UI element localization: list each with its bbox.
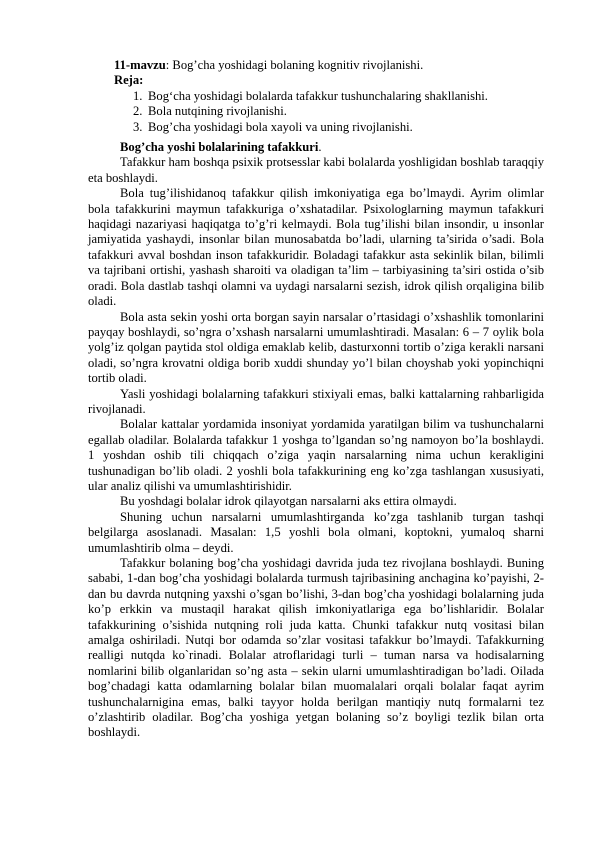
plan-item-number: 3.: [133, 119, 143, 134]
topic-label: 11-mavzu: [114, 58, 166, 72]
plan-label: [114, 73, 544, 88]
section-title: Bog’cha yoshi bolalarining tafakkuri: [120, 140, 319, 155]
paragraph: Bola asta sekin yoshi orta borgan sayin narsalar o’rtasidagi o’xshashlik tomonlarini payqay boshlaydi, so’ngra o’xshash narsalarni umumlashtiradi. Masalan: 6 – 7 oylik bola yolg’iz qolgan paytida stol oldiga emaklab kelib, dasturxonni tortib o’ziga kerakli narsani oladi, so’ngra krovatni oldiga borib xuddi shunday yo’l bilan choyshab yoki yopinchiqni tortib oladi.: [88, 309, 544, 386]
paragraph: Yasli yoshidagi bolalarning tafakkuri stixiyali emas, balki kattalarning rahbarligida rivojlanadi.: [88, 386, 544, 416]
topic-title: : Bog’cha yoshidagi bolaning kognitiv rivojlanishi.: [165, 58, 424, 72]
paragraph: Bu yoshdagi bolalar idrok qilayotgan narsalarni aks ettira olmaydi.: [120, 494, 457, 509]
section-heading: [120, 140, 544, 155]
plan-item-text: Bola nutqining rivojlanishi.: [148, 104, 287, 119]
plan-item-text: Bog’cha yoshidagi bola xayoli va uning rivojlanishi.: [148, 119, 413, 134]
paragraph: Bola tug’ilishidanoq tafakkur qilish imkoniyatiga ega bo’lmaydi. Ayrim olimlar bola tafakkurini maymun tafakkuriga o’xshatadilar. Psixologlarning maymun tafakkuri haqidagi nazariyasi haqiqatga to’g’ri kelmaydi. Bola tug’ilishi bilan insondir, u insonlar jamiyatida yashaydi, insonlar bilan munosabatda bo’ladi, ularning ta’sirida o’sadi. Bola tafakkuri avval boshdan inson tafakkuridir. Boladagi tafakkur asta sekinlik bilan, bilimli va tajribani ortishi, yashash sharoiti va oladigan ta’lim – tarbiyasining ta’siri ostida o’sib oradi. Bola dastlab tashqi olamni va uydagi narsalarni sezish, idrok qilish orqaligina bilib oladi.: [88, 186, 544, 309]
plan-item-number: 1.: [133, 88, 143, 103]
plan-item: [133, 104, 544, 119]
paragraph: Tafakkur bolaning bog’cha yoshidagi davrida juda tez rivojlana boshlaydi. Buning sababi, 1-dan bog’cha yoshidagi bolalarda turmush tajribasining anchagina ko’payishi, 2-dan bu davrda nutqning yaxshi o’sgan bo’lishi, 3-dan bog’cha yoshidagi bolalarning juda ko’p erkkin va mustaqil harakat qilish imkoniyatlariga ega bo’lishlaridir. Bolalar tafakkurining o’sishida nutqning roli juda katta. Chunki tafakkur nutq vositasi bilan amalga oshiriladi. Nutqi bor odamda so’zlar vositasi tafakkur bo’lmaydi. Tafakkurning realligi nutqda ko`rinadi. Bolalar atroflaridagi turli – tuman narsa va hodisalarning nomlarini bilib olganlaridan so’ng asta – sekin ularni umumlashtiradigan bo’ladi. Oilada bog’chadagi katta odamlarning bolalar bilan muomalalari orqali bolalar faqat ayrim tushunchalarnigina emas, balki tayyor holda berilgan mantiqiy nutq formalarni tez o’zlashtirib oladilar. Bog’cha yoshiga yetgan bolaning so’z boyligi tezlik bilan orta boshlaydi.: [88, 556, 544, 740]
section-title-period: .: [318, 140, 322, 155]
plan-item: [133, 119, 544, 135]
plan-list: [88, 89, 544, 135]
paragraph: Shuning uchun narsalarni umumlashtirganda ko’zga tashlanib turgan tashqi belgilarga asoslanadi. Masalan: 1,5 yoshli bola olmani, koptokni, yumaloq sharni umumlashtirib olma – deydi.: [88, 509, 544, 555]
plan-item-text: Bog‘cha yoshidagi bolalarda tafakkur tushunchalaring shakllanishi.: [148, 88, 488, 103]
paragraph: Tafakkur ham boshqa psixik protsesslar kabi bolalarda yoshligidan boshlab taraqqiy eta boshlaydi.: [88, 155, 544, 185]
paragraph: Bolalar kattalar yordamida insoniyat yordamida yaratilgan bilim va tushunchalarni egallab oladilar. Bolalarda tafakkur 1 yoshga to’lgandan so’ng namoyon bo’la boshlaydi. 1 yoshdan oshib tili chiqqach o’ziga yaqin narsalarning nima uchun kerakligini tushunadigan bo’lib oladi. 2 yoshli bola tafakkurining eng ko’zga tashlangan xususiyati, ular analiz qilishi va umumlashtirishidir.: [88, 417, 544, 493]
plan-item-number: 2.: [133, 104, 143, 119]
plan-label-text: Reja:: [114, 73, 144, 88]
topic-line: [114, 58, 544, 73]
plan-item: [133, 88, 544, 104]
